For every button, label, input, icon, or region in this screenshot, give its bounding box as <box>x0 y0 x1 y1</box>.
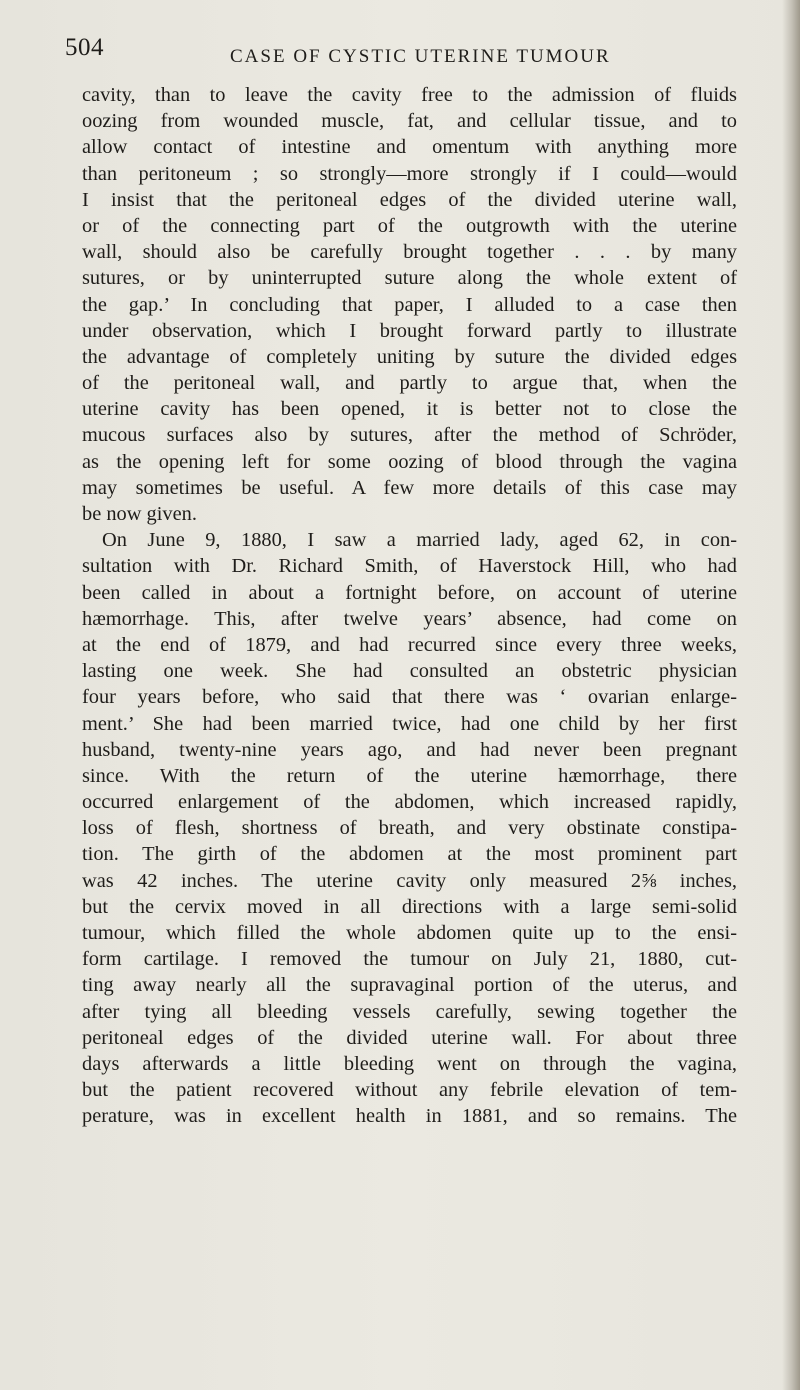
text-line: been called in about a fortnight before, on account of uterine <box>82 581 737 604</box>
text-line: under observation, which I brought forward partly to illustrate <box>82 319 737 342</box>
text-line: lasting one week. She had consulted an obstetric physician <box>82 660 737 683</box>
text-line: may sometimes be useful. A few more details of this case may <box>82 476 737 499</box>
text-line: ting away nearly all the supravaginal portion of the uterus, and <box>82 974 737 997</box>
text-line: or of the connecting part of the outgrowth with the uterine <box>82 214 737 237</box>
text-line: but the patient recovered without any febrile elevation of tem- <box>82 1079 737 1102</box>
text-line: as the opening left for some oozing of blood through the vagina <box>82 450 737 473</box>
text-line: than peritoneum ; so strongly—more strongly if I could—would <box>82 162 737 185</box>
text-line: cavity, than to leave the cavity free to the admission of fluids <box>82 84 737 106</box>
page-number: 504 <box>65 34 104 61</box>
text-line: tumour, which filled the whole abdomen quite up to the ensi- <box>82 922 737 944</box>
text-line: mucous surfaces also by sutures, after the method of Schröder, <box>82 424 737 447</box>
text-line: of the peritoneal wall, and partly to argue that, when the <box>82 372 737 395</box>
text-line: occurred enlargement of the abdomen, which increased rapidly, <box>82 791 737 814</box>
text-line: at the end of 1879, and had recurred since every three weeks, <box>82 633 737 656</box>
text-line: I insist that the peritoneal edges of the divided uterine wall, <box>82 188 737 211</box>
text-line: the gap.’ In concluding that paper, I alluded to a case then <box>82 293 737 316</box>
running-title: CASE OF CYSTIC UTERINE TUMOUR <box>230 46 611 67</box>
text-line: ment.’ She had been married twice, had one child by her first <box>82 712 737 735</box>
text-line: form cartilage. I removed the tumour on July 21, 1880, cut- <box>82 948 737 971</box>
paragraph-end-line: be now given. <box>82 503 197 525</box>
page-header <box>65 34 745 74</box>
text-line: sutures, or by uninterrupted suture along the whole extent of <box>82 267 737 290</box>
text-line: days afterwards a little bleeding went on through the vagina, <box>82 1052 737 1075</box>
body-text <box>82 82 737 1130</box>
page-edge-shadow <box>782 0 800 1390</box>
text-line: four years before, who said that there was ‘ ovarian enlarge- <box>82 686 737 709</box>
text-line: tion. The girth of the abdomen at the most prominent part <box>82 843 737 866</box>
text-line: since. With the return of the uterine hæmorrhage, there <box>82 764 737 787</box>
text-line: perature, was in excellent health in 1881, and so remains. The <box>82 1105 737 1128</box>
text-line: loss of flesh, shortness of breath, and very obstinate constipa- <box>82 817 737 840</box>
paragraph-start-line: On June 9, 1880, I saw a married lady, aged 62, in con- <box>102 529 737 552</box>
text-line: after tying all bleeding vessels carefully, sewing together the <box>82 1000 737 1023</box>
text-line: hæmorrhage. This, after twelve years’ absence, had come on <box>82 607 737 630</box>
text-line: allow contact of intestine and omentum with anything more <box>82 136 737 159</box>
text-line: was 42 inches. The uterine cavity only measured 2⅝ inches, <box>82 869 737 892</box>
text-line: wall, should also be carefully brought together . . . by many <box>82 241 737 264</box>
text-line: the advantage of completely uniting by suture the divided edges <box>82 345 737 368</box>
text-line: uterine cavity has been opened, it is better not to close the <box>82 398 737 421</box>
text-line: but the cervix moved in all directions with a large semi-solid <box>82 895 737 918</box>
text-line: oozing from wounded muscle, fat, and cellular tissue, and to <box>82 110 737 133</box>
text-line: husband, twenty-nine years ago, and had never been pregnant <box>82 738 737 761</box>
text-line: peritoneal edges of the divided uterine wall. For about three <box>82 1026 737 1049</box>
text-line: sultation with Dr. Richard Smith, of Haverstock Hill, who had <box>82 555 737 578</box>
